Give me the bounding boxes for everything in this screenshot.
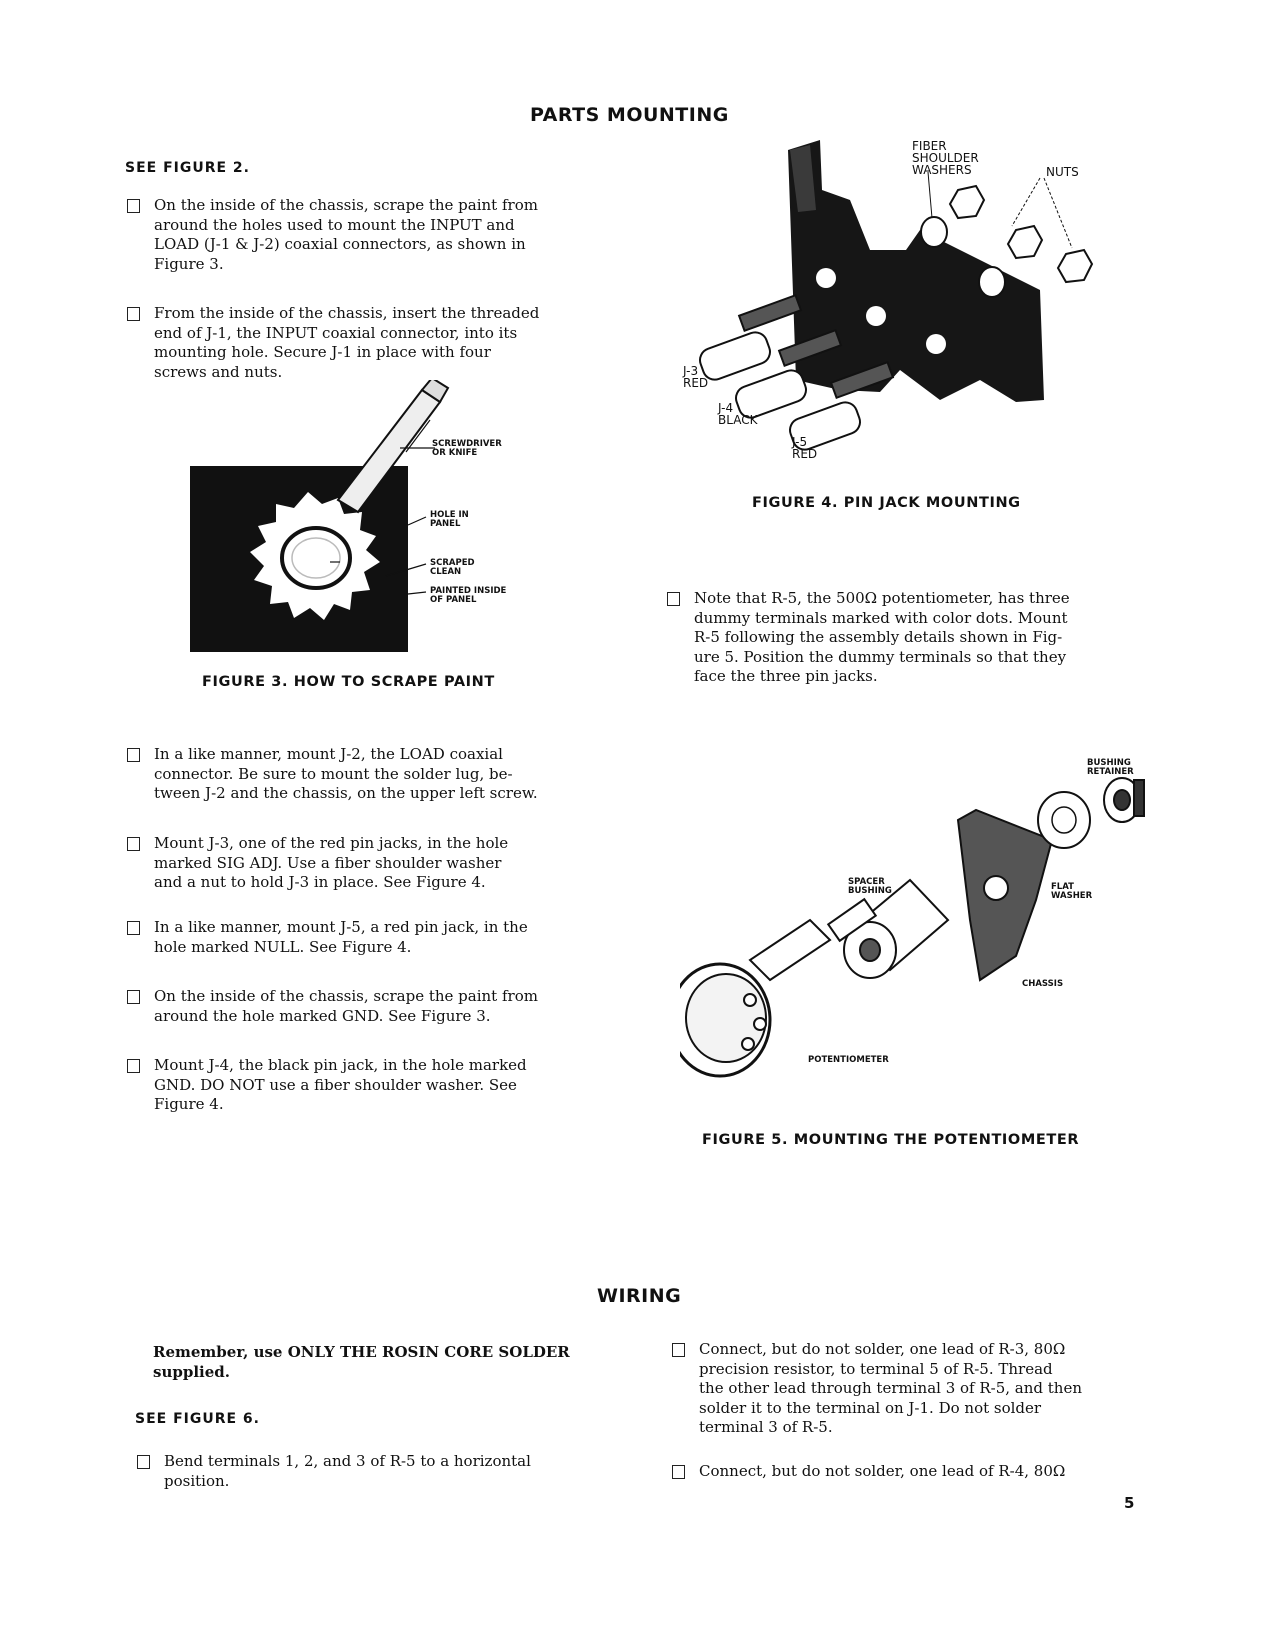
figure-3-illustration <box>190 380 580 670</box>
label-fiber-washers: FIBER SHOULDER WASHERS <box>912 139 979 177</box>
pin-jack-j3 <box>697 295 801 383</box>
label-hole: HOLE IN PANEL <box>430 510 469 529</box>
checkbox[interactable] <box>127 837 140 851</box>
label-scraped: SCRAPED CLEAN <box>430 558 475 577</box>
checkbox[interactable] <box>137 1455 150 1469</box>
checkbox[interactable] <box>127 990 140 1004</box>
label-j4: J-4 BLACK <box>718 401 758 427</box>
see-figure-6: SEE FIGURE 6. <box>135 1411 260 1427</box>
bushing-retainer-icon <box>1104 778 1144 822</box>
checkbox[interactable] <box>127 1059 140 1073</box>
figure-3-caption: FIGURE 3. HOW TO SCRAPE PAINT <box>202 674 495 690</box>
label-j5: J-5 RED <box>792 435 818 461</box>
label-nuts: NUTS <box>1046 165 1079 179</box>
label-chassis: CHASSIS <box>1022 979 1064 989</box>
checkbox[interactable] <box>127 921 140 935</box>
figure-4-illustration <box>640 130 1100 460</box>
figure-5-caption: FIGURE 5. MOUNTING THE POTENTIOMETER <box>702 1132 1080 1148</box>
checkbox[interactable] <box>667 592 680 606</box>
label-flat-washer: FLAT WASHER <box>1051 882 1093 901</box>
label-spacer-bushing: SPACER BUSHING <box>848 877 892 896</box>
checkbox[interactable] <box>127 748 140 762</box>
label-j3: J-3 RED <box>683 364 709 390</box>
checkbox[interactable] <box>672 1465 685 1479</box>
label-painted: PAINTED INSIDE OF PANEL <box>430 586 507 605</box>
checkbox[interactable] <box>127 199 140 213</box>
checkbox[interactable] <box>127 307 140 321</box>
page-number: 5 <box>1124 1494 1135 1512</box>
label-screwdriver: SCREWDRIVER OR KNIFE <box>432 439 502 458</box>
wiring-title: WIRING <box>597 1285 682 1307</box>
label-bushing-retainer: BUSHING RETAINER <box>1087 758 1134 777</box>
figure-4-caption: FIGURE 4. PIN JACK MOUNTING <box>752 495 1021 511</box>
remember-note: Remember, use ONLY THE ROSIN CORE SOLDER supplied. <box>153 1343 570 1381</box>
see-figure-2: SEE FIGURE 2. <box>125 160 250 176</box>
page-title: PARTS MOUNTING <box>530 104 729 126</box>
label-potentiometer: POTENTIOMETER <box>808 1055 889 1065</box>
checkbox[interactable] <box>672 1343 685 1357</box>
potentiometer-icon <box>680 899 876 1076</box>
figure-5-illustration <box>680 760 1160 1090</box>
